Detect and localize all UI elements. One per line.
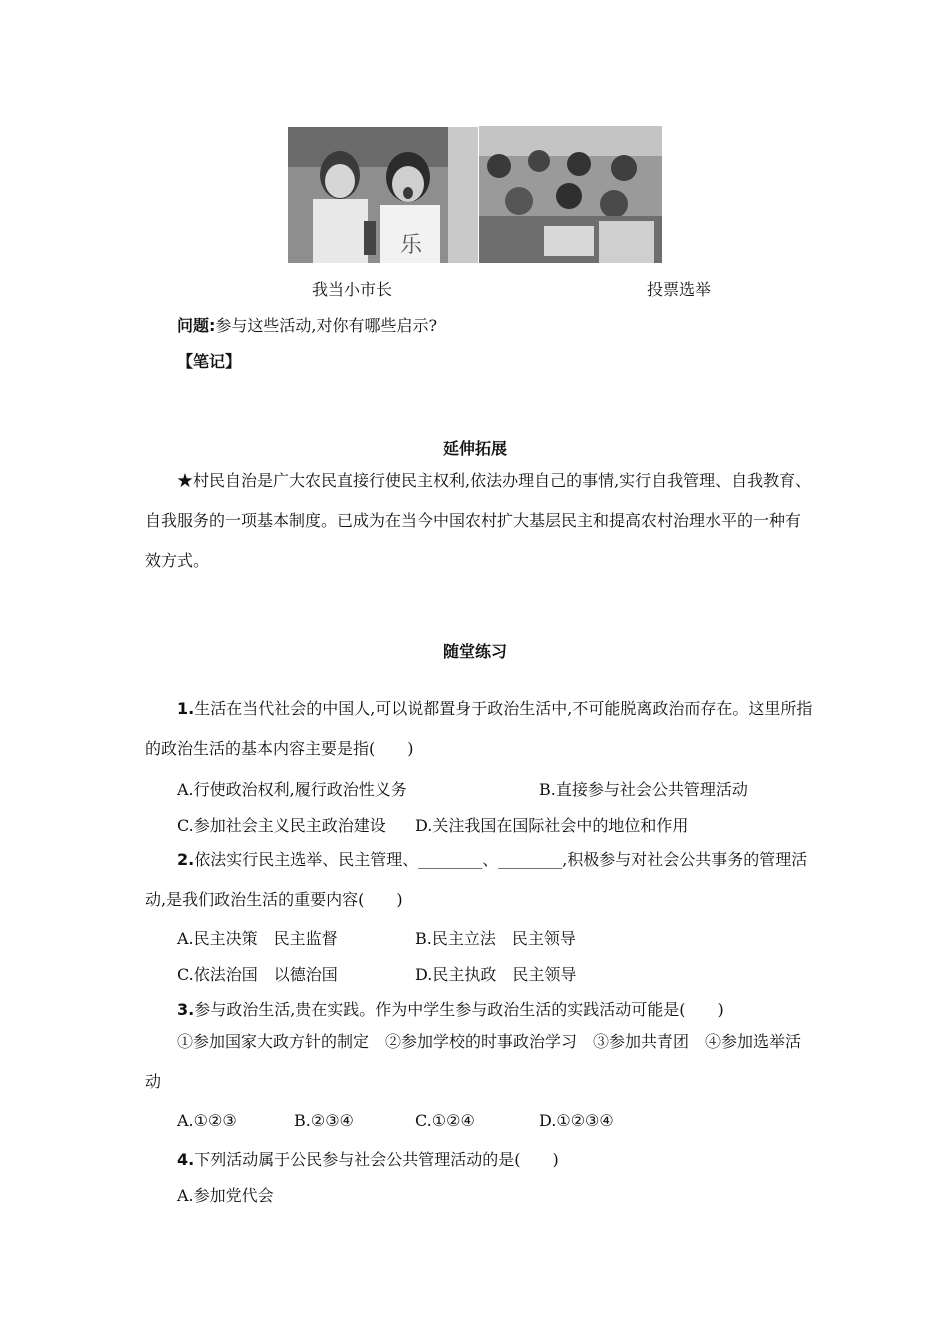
q3-stem bbox=[177, 997, 724, 1020]
q3-option-d: D.①②③④ bbox=[539, 1111, 614, 1130]
caption-little-mayor: 我当小市长 bbox=[312, 280, 393, 299]
q2-option-a: A.民主决策 民主监督 bbox=[177, 929, 338, 948]
q1-option-b: B.直接参与社会公共管理活动 bbox=[539, 780, 748, 799]
practice-title: 随堂练习 bbox=[443, 642, 508, 661]
q2-stem bbox=[145, 840, 813, 920]
q4-stem bbox=[177, 1147, 559, 1170]
q2-option-b: B.民主立法 民主领导 bbox=[415, 929, 576, 948]
question bbox=[177, 313, 437, 336]
svg-text:乐: 乐 bbox=[400, 233, 423, 258]
photo-voting bbox=[479, 126, 662, 263]
notes-label: 【笔记】 bbox=[177, 352, 242, 371]
q3-text: 参与政治生活,贵在实践。作为中学生参与政治生活的实践活动可能是( ) bbox=[194, 1000, 724, 1019]
extension-title: 延伸拓展 bbox=[443, 439, 508, 458]
extension-paragraph: ★村民自治是广大农民直接行使民主权利,依法办理自己的事情,实行自我管理、自我教育、自我服务的一项基本制度。已成为在当今中国农村扩大基层民主和提高农村治理水平的一种有效方式。 bbox=[145, 471, 812, 570]
photo-little-mayor bbox=[288, 127, 478, 263]
question-label: 问题: bbox=[177, 316, 216, 335]
q2-text: 依法实行民主选举、民主管理、________、________,积极参与对社会公共事务的管理活动,是我们政治生活的重要内容( ) bbox=[145, 850, 808, 909]
q1-stem bbox=[145, 689, 813, 769]
q4-text: 下列活动属于公民参与社会公共管理活动的是( ) bbox=[194, 1150, 559, 1169]
q1-option-c: C.参加社会主义民主政治建设 bbox=[177, 816, 386, 835]
q4-option-a: A.参加党代会 bbox=[177, 1186, 274, 1205]
q1-option-d: D.关注我国在国际社会中的地位和作用 bbox=[415, 816, 689, 835]
q2-option-d: D.民主执政 民主领导 bbox=[415, 965, 577, 984]
q3-option-b: B.②③④ bbox=[294, 1111, 354, 1130]
q4-number: 4. bbox=[177, 1150, 195, 1169]
q1-number: 1. bbox=[177, 699, 195, 718]
q1-text: 生活在当代社会的中国人,可以说都置身于政治生活中,不可能脱离政治而存在。这里所指的政治生活的基本内容主要是指( ) bbox=[145, 699, 813, 758]
q3-option-a: A.①②③ bbox=[177, 1111, 237, 1130]
q3-number: 3. bbox=[177, 1000, 195, 1019]
q3-option-c: C.①②④ bbox=[415, 1111, 475, 1130]
question-text: 参与这些活动,对你有哪些启示? bbox=[215, 316, 438, 335]
caption-voting: 投票选举 bbox=[647, 280, 712, 299]
q2-option-c: C.依法治国 以德治国 bbox=[177, 965, 338, 984]
q2-number: 2. bbox=[177, 850, 195, 869]
q3-items: ①参加国家大政方针的制定 ②参加学校的时事政治学习 ③参加共青团 ④参加选举活动 bbox=[145, 1032, 802, 1091]
q1-option-a: A.行使政治权利,履行政治性义务 bbox=[177, 780, 407, 799]
